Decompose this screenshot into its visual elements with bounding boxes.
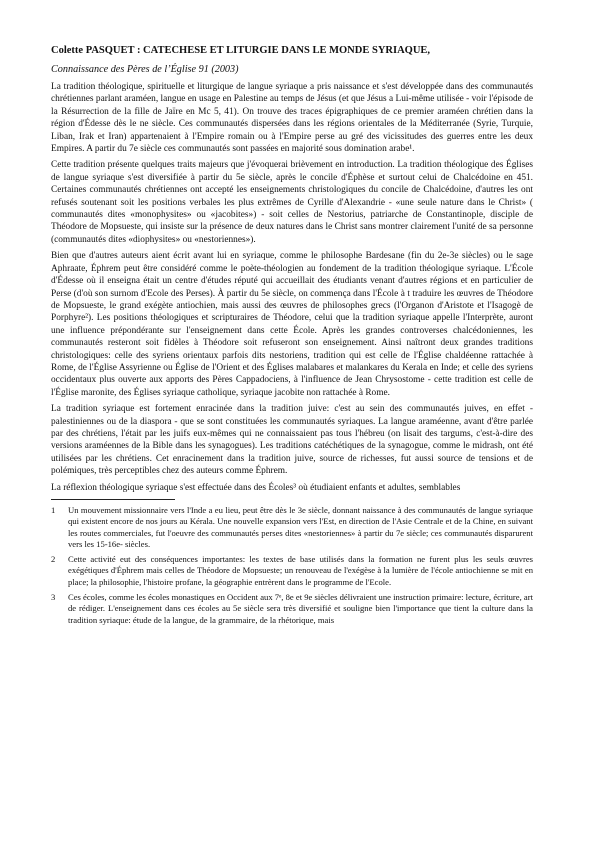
footnote-text: Un mouvement missionnaire vers l'Inde a eu lieu, peut être dès le 3e siècle, donnant naissance à des communautés de langue syriaque qui existent encore de nos jours au Kérala. Une nouvelle expansion vers l'Est, en direction de l'Asie Centrale et de la Chine, en suivant les routes commerciales, fut l'oeuvre des communautés perses dites «nestoriennes» à partir du 7e siècle; ces communautés disparurent vers les 15-16e- siècles.	[68, 505, 533, 549]
paragraph: La tradition théologique, spirituelle et liturgique de langue syriaque a pris naissance et s'est développée dans des communautés chrétiennes parlant araméen, langue en usage en Palestine au temps de Jésus (et que Jésus a Lui-même utilisée - voir l'épisode de la Résurrection de la fille de Jaïre en Mc 5, 41). On trouve des traces épigraphiques de ce premier araméen chrétien dans la région d'Édesse dès le ne siècle. Ces communautés dispersées dans les régions orientales de la Méditerranée (Syrie, Turquie, Liban, Irak et Iran) appartenaient à l'Empire romain ou à l'Empire perse au gré des vicissitudes des guerres entre les deux Empires. A partir du 7e siècle ces communautés sont passées en majorité sous domination arabe¹.	[51, 82, 533, 155]
paragraph: Bien que d'autres auteurs aient écrit avant lui en syriaque, comme le philosophe Bardesane (fin du 2e-3e siècles) ou le sage Aphraate, Éphrem peut être considéré comme le poète-théologien au fondement de la tradition théologique syriaque. L'École d'Édesse où il enseigna était un centre d'études réputé qui accueillait des étudiants venant d'autres régions et en particulier de Perse (d'où son surnom d'Ecole des Perses). À partir du 5e siècle, on commença dans l'École à t traduire les œuvres de Théodore de Mopsueste, le grand exégète antiochien, mais aussi des œuvres de philosophes grecs (l'Organon d'Aristote et l'Isagogè de Porphyre²). Les positions théologiques et scripturaires de Théodore, celui que la tradition syriaque appelle l'Interprète, auront une influence prépondérante sur l'enseignement dans cette École. Après les grandes controverses chalcédoniennes, les communautés resteront soit fidèles à Théodore soit refuseront son enseignement. Ainsi naîtront deux grandes traditions christologiques: celle des syriens orientaux parfois dits nestoriens, tradition qui est celle de l'Église chaldéenne rattachée à Rome, de l'Église Assyrienne ou Église de l'Orient et des Églises malabares et malankares du Kerala en Inde; et celle des syriens occidentaux plus ouverte aux apports des Pères Cappadociens, à l'influence de Jean Chrysostome - cette tradition est celle de l'Église maronite, des Églises syriaque catholique, syriaque jacobite non rattachée à Rome.	[51, 251, 533, 398]
footnote	[51, 505, 533, 550]
paragraph: Cette tradition présente quelques traits majeurs que j'évoquerai brièvement en introduction. La tradition théologique des Églises de langue syriaque s'est diversifiée à partir du 5e siècle, après le concile d'Éphèse et surtout celui de Chalcédoine en 451. Certaines communautés chrétiennes ont accepté les enseignements christologiques du concile de Chalcédoine, d'autres les ont refusés soutenant soit les positions verbales les plus extrêmes de Cyrille d'Alexandrie - «une seule nature dans le Christ» ( communautés dites «monophysites» ou «jacobites») - soit celles de Nestorius, patriarche de Constantinople, disciple de Théodore de Mopsueste, qui insiste sur la présence de deux natures dans le Christ sans montrer clairement l'unité de sa personne (communautés dites «diophysites» ou «nestoriennes»).	[51, 160, 533, 245]
article-heading: Colette PASQUET : CATECHESE ET LITURGIE DANS LE MONDE SYRIAQUE,	[51, 45, 431, 56]
footnote	[51, 554, 533, 588]
footnote-text: Cette activité eut des conséquences importantes: les textes de base utilisés dans la formation ne furent plus les seuls œuvres exégétiques d'Éphrem mais celles de Théodore de Mopsueste; un renouveau de l'exégèse à la lumière de l'école antiochienne se mit en place; la philosophie, l'histoire profane, la géographie entrèrent dans le programme de l'Ecole.	[68, 554, 533, 587]
paragraph: La tradition syriaque est fortement enracinée dans la tradition juive: c'est au sein des communautés juives, en effet - palestiniennes ou de la diaspora - que se sont constituées les communautés syriaques. La langue araméenne, avant d'être parlée par des chrétiens, l'était par les juifs eux-mêmes qui ne connaissaient pas tous l'hébreu (on lisait des targums, c'est-à-dire des versions araméennes de la Bible dans les synagogues). Les traditions catéchétiques de la synagogue, comme le midrash, ont été utilisées par les chrétiens. Cet enracinement dans la tradition juive, source de richesses, fut aussi source de tensions et de polémiques, très perceptibles chez des auteurs comme Éphrem.	[51, 404, 533, 477]
journal-citation: Connaissance des Pères de l’Église 91 (2003)	[51, 64, 239, 75]
paragraph-continued: La réflexion théologique syriaque s'est effectuée dans des Écoles³ où étudiaient enfants et adultes, semblables	[51, 482, 461, 493]
footnote-number: 3	[51, 592, 56, 603]
footnote-number: 1	[51, 505, 56, 515]
footnote-separator	[51, 499, 175, 500]
footnote-number: 2	[51, 554, 56, 565]
document-page	[51, 44, 533, 630]
footnote	[51, 592, 533, 626]
footnote-text: Ces écoles, comme les écoles monastiques en Occident aux 7ᵉ, 8e et 9e siècles délivraient une instruction primaire: lecture, écriture, art de rédiger. L'enseignement dans ces écoles au 5e siècle sera très diversifié et souligne bien l'importance que tient la culture dans la tradition syriaque: étude de la langue, de la grammaire, de la rhétorique, mais	[68, 592, 533, 625]
